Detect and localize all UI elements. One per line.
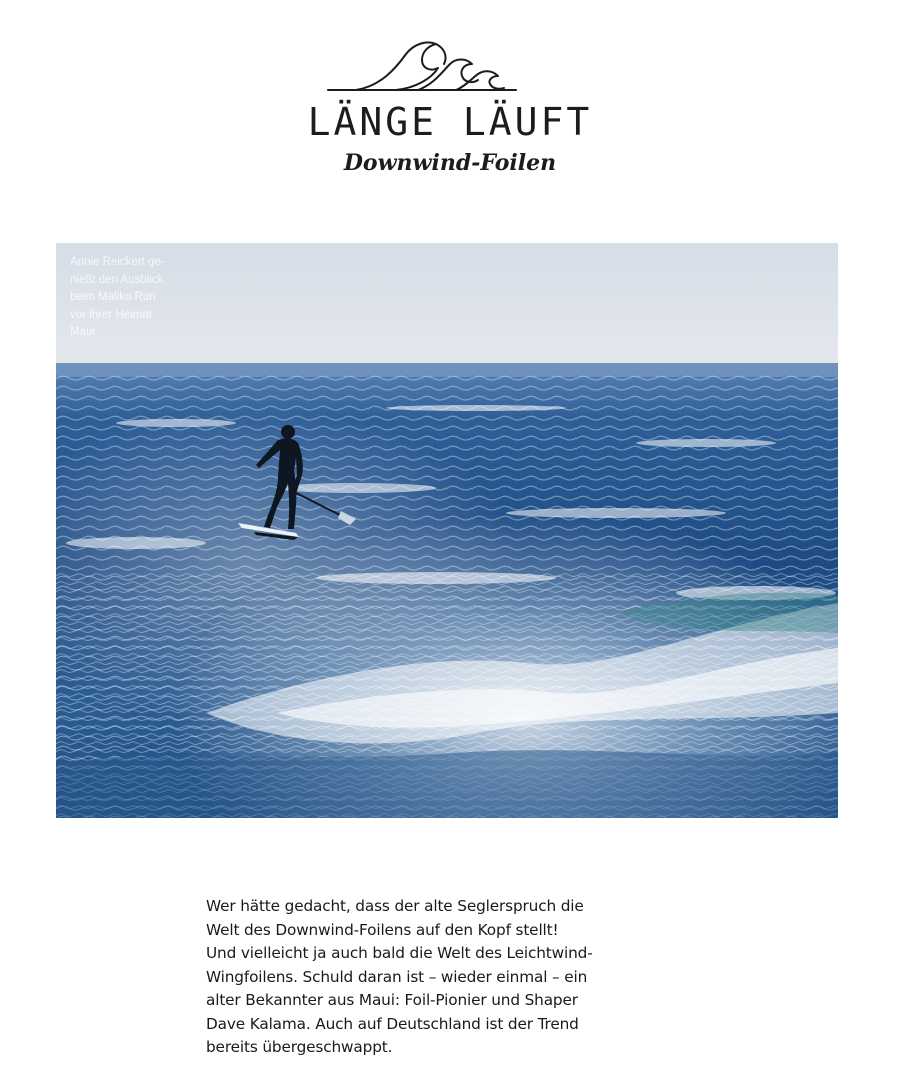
logo-title: LÄNGE LÄUFT	[307, 100, 593, 144]
logo	[250, 30, 650, 190]
article-lead: Wer hätte gedacht, dass der alte Seglerspruch die Welt des Downwind-Foilens auf den Kopf stellt! Und vielleicht ja auch bald die Welt des Leichtwind- Wingfoilens. Schuld daran ist – wieder einmal – ein alter Bekannter aus Maui: Foil-Pionier und Shaper Dave Kalama. Auch auf Deutschland ist der Trend bereits übergeschwappt.	[206, 897, 593, 1056]
wave-logo-icon	[326, 38, 520, 94]
logo-subtitle: Downwind-Foilen	[343, 150, 557, 176]
photo-caption: Annie Reickert ge- nießt den Ausblick beim Maliko Run vor ihrer Heimat Maui	[70, 256, 165, 338]
hero-photo	[56, 243, 838, 818]
